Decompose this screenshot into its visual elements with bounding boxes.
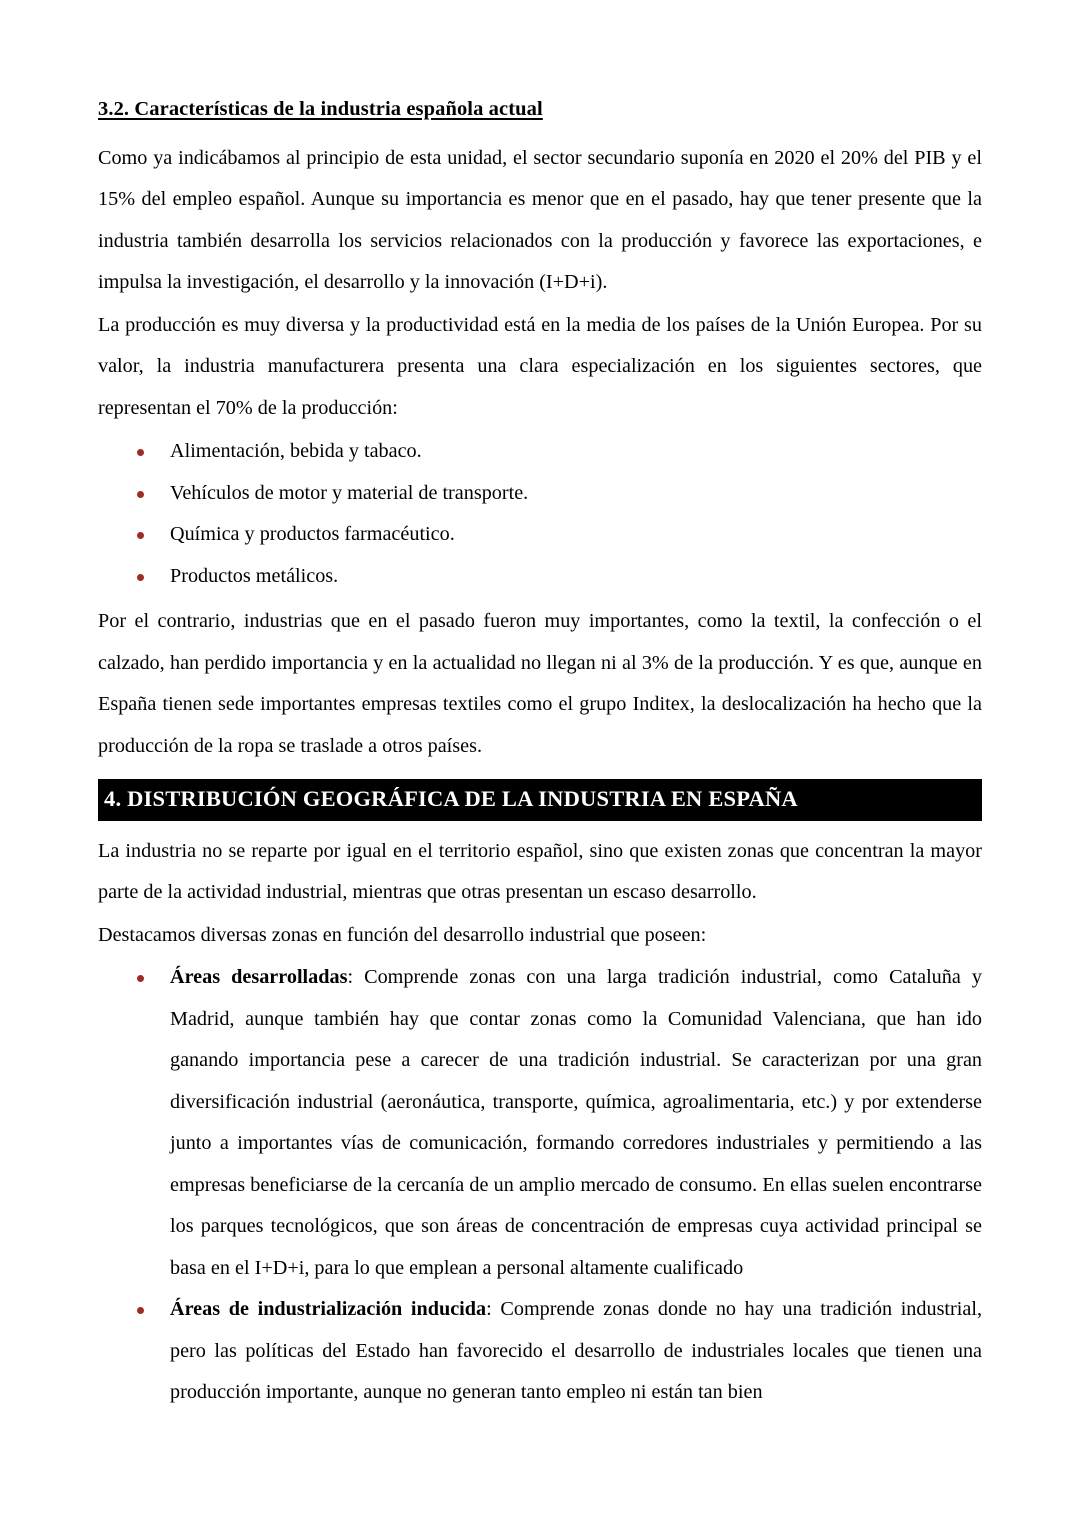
section-heading-text: 3.2. Características de la industria española actual [98,98,543,120]
zone-body: : Comprende zonas con una larga tradición industrial, como Cataluña y Madrid, aunque también hay que contar zonas como la Comunidad Valenciana, que han ido ganando importancia pese a carecer de una tradición industrial. Se caracterizan por una gran diversificación industrial (aeronáutica, transporte, química, agroalimentaria, etc.) y por extenderse junto a importantes vías de comunicación, formando corredores industriales y permitiendo a las empresas beneficiarse de la cercanía de un amplio mercado de consumo. En ellas suelen encontrarse los parques tecnológicos, que son áreas de concentración de empresas cuya actividad principal se basa en el I+D+i, para lo que emplean a personal altamente cualificado [170,966,982,1279]
paragraph-intro: Como ya indicábamos al principio de esta unidad, el sector secundario suponía en 2020 el 20% del PIB y el 15% del empleo español. Aunque su importancia es menor que en el pasado, hay que tener presente que la industria también desarrolla los servicios relacionados con la producción y favorece las exportaciones, e impulsa la investigación, el desarrollo y la innovación (I+D+i). [98,146,982,294]
list-item: Química y productos farmacéutico. [98,514,982,556]
zone-term: Áreas de industrialización inducida [170,1298,487,1321]
section-heading [98,96,982,124]
zone-term: Áreas desarrolladas [170,966,348,989]
list-item [98,957,982,1289]
list-item: Productos metálicos. [98,556,982,598]
zone-body: : Comprende zonas donde no hay una tradición industrial, pero las políticas del Estado han favorecido el desarrollo de industriales locales que tienen una producción importante, aunque no generan tanto empleo ni están tan bien [170,1298,982,1404]
paragraph-declining-sectors: Por el contrario, industrias que en el pasado fueron muy importantes, como la textil, la confección o el calzado, han perdido importancia y en la actualidad no llegan ni al 3% de la producción. Y es que, aunque en España tienen sede importantes empresas textiles como el grupo Inditex, la deslocalización ha hecho que la producción de la ropa se traslade a otros países. [98,610,982,757]
zone-list [98,957,982,1414]
paragraph-zones-intro: Destacamos diversas zonas en función del desarrollo industrial que poseen: [98,923,707,946]
sector-list [98,431,982,597]
paragraph-distribution: La industria no se reparte por igual en el territorio español, sino que existen zonas que concentran la mayor parte de la actividad industrial, mientras que otras presentan un escaso desarrollo. [98,839,982,904]
banner-heading: 4. DISTRIBUCIÓN GEOGRÁFICA DE LA INDUSTRIA EN ESPAÑA [98,779,982,821]
list-item [98,1289,982,1414]
list-item: Alimentación, bebida y tabaco. [98,431,982,473]
list-item: Vehículos de motor y material de transporte. [98,473,982,515]
paragraph-production: La producción es muy diversa y la productividad está en la media de los países de la Unión Europea. Por su valor, la industria manufacturera presenta una clara especialización en los siguientes sectores, que representan el 70% de la producción: [98,313,982,419]
page-content [98,96,982,1414]
